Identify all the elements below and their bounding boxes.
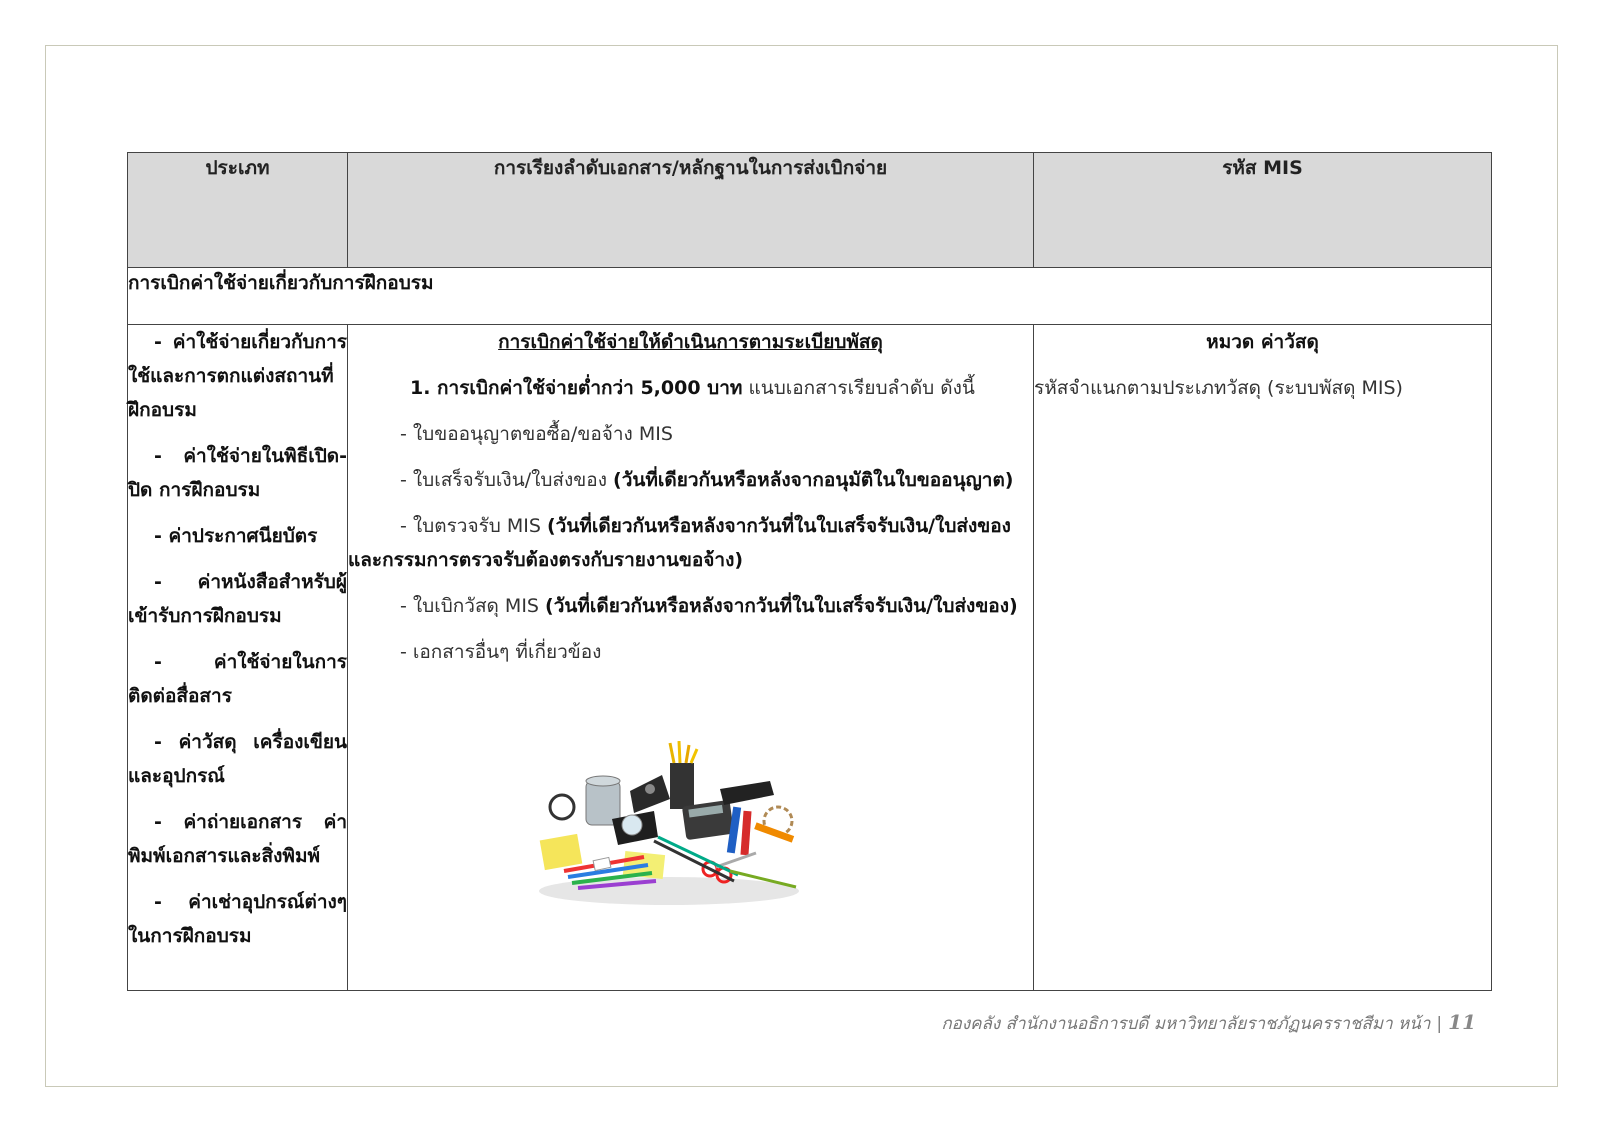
category-item: - ค่าถ่ายเอกสาร ค่าพิมพ์เอกสารและสิ่งพิมพ์ bbox=[128, 811, 347, 867]
footer-separator: | bbox=[1436, 1014, 1443, 1034]
table-header-row bbox=[128, 153, 1492, 268]
disbursement-table bbox=[127, 152, 1492, 991]
mis-cell bbox=[1034, 325, 1492, 991]
category-item: - ค่าเช่าอุปกรณ์ต่างๆ ในการฝึกอบรม bbox=[128, 891, 347, 947]
category-item: - ค่าหนังสือสำหรับผู้เข้ารับการฝึกอบรม bbox=[128, 571, 347, 627]
page-number: 11 bbox=[1448, 1010, 1476, 1034]
section-title: การเบิกค่าใช้จ่ายเกี่ยวกับการฝึกอบรม bbox=[128, 268, 1492, 325]
header-document-order: การเรียงลำดับเอกสาร/หลักฐานในการส่งเบิกจ่าย bbox=[348, 153, 1034, 268]
office-supplies-image bbox=[534, 741, 804, 911]
procedure-step-1: 1. การเบิกค่าใช้จ่ายต่ำกว่า 5,000 บาท แนบเอกสารเรียบลำดับ ดังนี้ bbox=[410, 377, 975, 399]
section-row bbox=[128, 268, 1492, 325]
category-cell bbox=[128, 325, 348, 991]
procedure-cell bbox=[348, 325, 1034, 991]
category-item: - ค่าใช้จ่ายในการติดต่อสื่อสาร bbox=[128, 651, 347, 707]
category-item: - ค่าประกาศนียบัตร bbox=[154, 525, 318, 547]
procedure-item-material-withdrawal: - ใบเบิกวัสดุ MIS (วันที่เดียวกันหรือหลังจากวันที่ในใบเสร็จรับเงิน/ใบส่งของ) bbox=[400, 595, 1018, 617]
procedure-item-purchase-request: - ใบขออนุญาตขอซื้อ/ขอจ้าง MIS bbox=[400, 423, 673, 445]
page-footer bbox=[941, 1010, 1476, 1037]
procedure-item-inspection: - ใบตรวจรับ MIS (วันที่เดียวกันหรือหลังจากวันที่ในใบเสร็จรับเงิน/ใบส่งของและกรรมการตรวจรับต้องตรงกับรายงานขอจ้าง) bbox=[348, 515, 1011, 571]
content-row bbox=[128, 325, 1492, 991]
footer-text: กองคลัง สำนักงานอธิการบดี มหาวิทยาลัยราชภัฏนครราชสีมา หน้า bbox=[941, 1014, 1431, 1034]
procedure-title: การเบิกค่าใช้จ่ายให้ดำเนินการตามระเบียบพัสดุ bbox=[498, 331, 883, 353]
mis-category-desc: รหัสจำแนกตามประเภทวัสดุ (ระบบพัสดุ MIS) bbox=[1034, 377, 1403, 399]
header-type: ประเภท bbox=[128, 153, 348, 268]
procedure-item-receipt: - ใบเสร็จรับเงิน/ใบส่งของ (วันที่เดียวกันหรือหลังจากอนุมัติในใบขออนุญาต) bbox=[400, 469, 1014, 491]
header-mis-code: รหัส MIS bbox=[1034, 153, 1492, 268]
category-item: - ค่าใช้จ่ายเกี่ยวกับการใช้และการตกแต่งสถานที่ฝึกอบรม bbox=[128, 331, 347, 421]
category-item: - ค่าใช้จ่ายในพิธีเปิด-ปิด การฝึกอบรม bbox=[128, 445, 347, 501]
procedure-item-other-docs: - เอกสารอื่นๆ ที่เกี่ยวข้อง bbox=[400, 641, 602, 663]
mis-category-title: หมวด ค่าวัสดุ bbox=[1206, 331, 1319, 353]
category-item: - ค่าวัสดุ เครื่องเขียนและอุปกรณ์ bbox=[128, 731, 347, 787]
